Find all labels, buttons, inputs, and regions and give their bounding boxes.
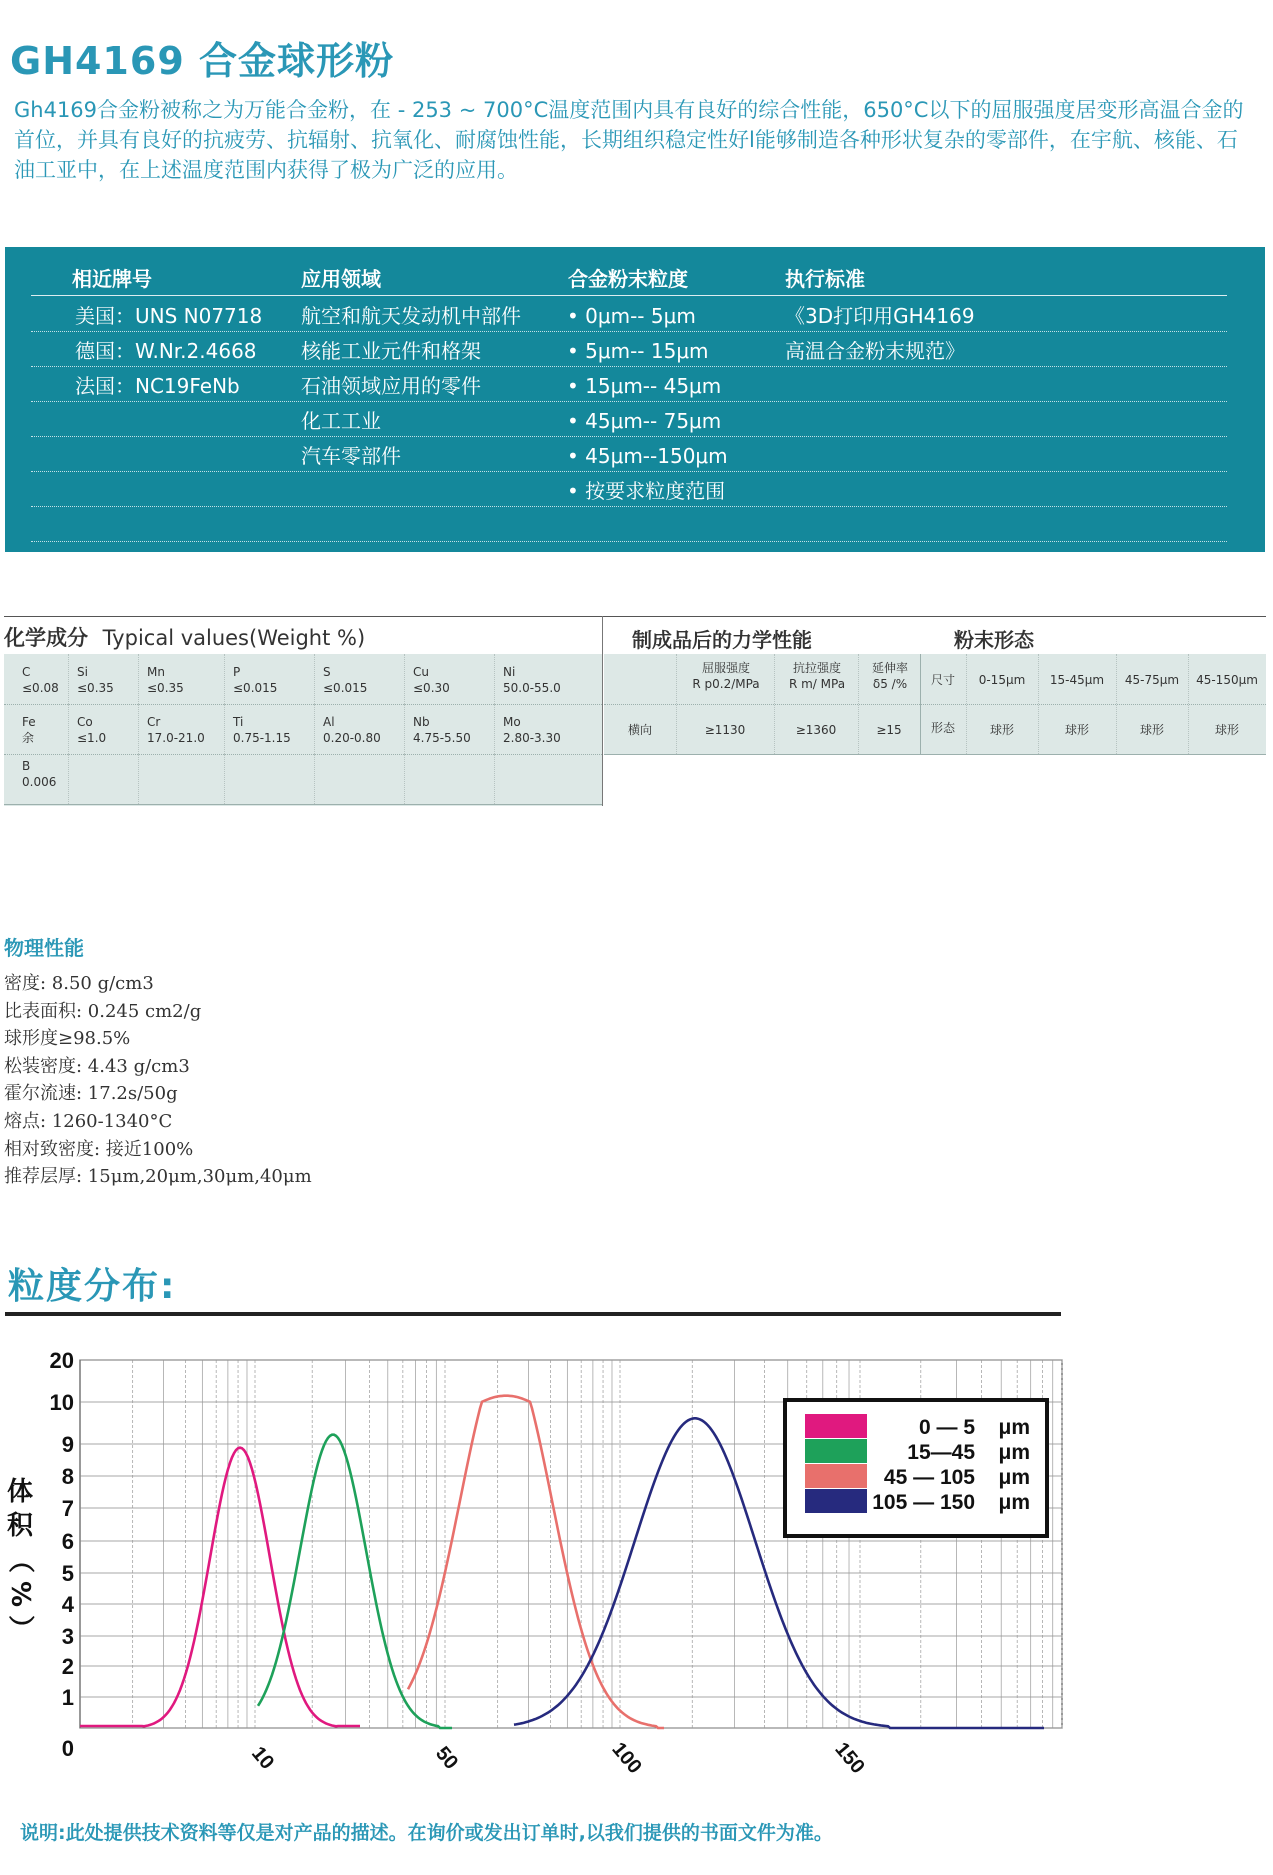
- header-grade: 相近牌号: [72, 267, 152, 291]
- size-item: • 45μm-- 75μm: [567, 409, 722, 433]
- application-list: [301, 299, 521, 474]
- legend-label: 0 — 5: [918, 1416, 975, 1439]
- element-value: ≤0.08: [22, 681, 59, 695]
- composition-cell: [314, 704, 404, 754]
- application-item: 石油领域应用的零件: [301, 374, 481, 398]
- composition-heading-cn: 化学成分: [4, 626, 88, 650]
- composition-cell: [404, 654, 494, 704]
- element-symbol: Co: [77, 715, 93, 729]
- tensile-header-unit: R m/ MPa: [788, 677, 846, 691]
- cell-divider: [1188, 654, 1189, 754]
- cell-divider: [774, 654, 775, 754]
- size-item: • 按要求粒度范围: [567, 479, 726, 503]
- composition-cell: [224, 654, 314, 704]
- y-tick-label: 4: [61, 1592, 74, 1617]
- y-tick-label: 6: [61, 1529, 74, 1554]
- grade-list: [75, 299, 262, 404]
- grade-item: 法国：NC19FeNb: [75, 374, 240, 398]
- element-symbol: Ni: [503, 665, 516, 679]
- x-tick-label: 10: [247, 1742, 279, 1774]
- y-tick-label: 2: [61, 1654, 74, 1679]
- legend-unit: μm: [998, 1491, 1030, 1514]
- standard-line: 《3D打印用GH4169: [785, 304, 975, 328]
- legend-swatch: [805, 1439, 867, 1463]
- elong-value: ≥15: [876, 723, 902, 737]
- row-divider: [31, 366, 1227, 367]
- particle-size-chart: [0, 1330, 1273, 1790]
- morph-size: 45-75μm: [1124, 673, 1180, 687]
- physical-item: 霍尔流速: 17.2s/50g: [4, 1083, 178, 1105]
- x-tick-label: 150: [830, 1738, 869, 1778]
- y-tick-label: 3: [61, 1624, 74, 1649]
- element-symbol: Cr: [147, 715, 161, 729]
- intro-paragraph: Gh4169合金粉被称之为万能合金粉，在 - 253 ~ 700°C温度范围内具有良好的综合性能，650°C以下的屈服强度居变形高温合金的首位，并具有良好的抗疲劳、抗辐射、抗氧化、耐腐蚀性能，长期组织稳定性好l能够制造各种形状复杂的零部件，在宇航、核能、石油工亚中，在上述温度范围内获得了极为广泛的应用。: [14, 98, 1244, 182]
- tensile-value: ≥1360: [795, 723, 837, 737]
- composition-cell: [494, 704, 602, 754]
- header-standard: 执行标准: [785, 267, 865, 291]
- composition-cell: [138, 704, 224, 754]
- header-application: 应用领域: [301, 267, 381, 291]
- yield-header-label: 屈服强度: [701, 661, 750, 675]
- application-item: 航空和航天发动机中部件: [301, 304, 521, 328]
- element-symbol: Mo: [503, 715, 521, 729]
- element-symbol: Si: [77, 665, 88, 679]
- element-value: ≤0.35: [77, 681, 114, 695]
- tensile-header-label: 抗拉强度: [792, 661, 841, 675]
- cell-divider: [676, 654, 677, 754]
- row-divider: [31, 331, 1227, 332]
- row-divider: [31, 506, 1227, 507]
- y-axis-label-char: ）: [5, 1614, 35, 1642]
- element-symbol: Ti: [233, 715, 244, 729]
- footnote: 说明:此处提供技术资料等仅是对产品的描述。在询价或发出订单时,以我们提供的书面文件为准。: [20, 1822, 833, 1844]
- element-value: 17.0-21.0: [147, 731, 205, 745]
- legend-unit: μm: [998, 1416, 1030, 1439]
- composition-row-divider: [4, 804, 602, 805]
- page-title: GH4169 合金球形粉: [10, 39, 394, 83]
- info-table: [5, 247, 1265, 552]
- composition-cell: [224, 754, 314, 804]
- element-value: 0.75-1.15: [233, 731, 291, 745]
- composition-cell: [314, 654, 404, 704]
- elong-header-label: 延伸率: [871, 661, 908, 675]
- composition-cell: [494, 754, 602, 804]
- y-tick-label: 10: [49, 1390, 74, 1415]
- x-tick-label: 100: [607, 1738, 646, 1778]
- top-rule: [4, 616, 1266, 617]
- application-item: 汽车零部件: [301, 444, 401, 468]
- element-value: 4.75-5.50: [413, 731, 471, 745]
- grade-item: 美国：UNS N07718: [75, 304, 263, 328]
- physical-item: 球形度≥98.5%: [4, 1028, 131, 1050]
- y-tick-label: 9: [61, 1432, 74, 1457]
- physical-item: 密度: 8.50 g/cm3: [4, 973, 154, 994]
- element-symbol: Cu: [413, 665, 429, 679]
- y-tick-label: 1: [61, 1685, 74, 1710]
- yield-header-unit: R p0.2/MPa: [692, 677, 760, 691]
- element-value: 余: [22, 731, 35, 745]
- size-item: • 45μm--150μm: [567, 444, 728, 468]
- composition-cell: [404, 704, 494, 754]
- element-value: 50.0-55.0: [503, 681, 561, 695]
- physical-item: 熔点: 1260-1340°C: [4, 1110, 173, 1132]
- element-value: 2.80-3.30: [503, 731, 561, 745]
- x-tick-label: 50: [431, 1742, 463, 1774]
- cell-divider: [920, 654, 921, 754]
- cell-divider: [1038, 654, 1039, 754]
- legend-label: 45 — 105: [883, 1466, 975, 1489]
- legend-unit: μm: [998, 1466, 1030, 1489]
- y-tick-label: 7: [61, 1496, 74, 1521]
- application-item: 核能工业元件和格架: [301, 339, 481, 363]
- y-tick-label: 0: [61, 1736, 74, 1761]
- composition-cell: [494, 654, 602, 704]
- element-symbol: Nb: [413, 715, 430, 729]
- y-axis-label-char: %: [5, 1580, 35, 1608]
- morph-shape: 球形: [1064, 723, 1089, 737]
- element-symbol: Mn: [147, 665, 165, 679]
- y-axis-label-char: （: [5, 1546, 35, 1574]
- standard-list: [785, 299, 975, 369]
- shape-label: 形态: [930, 721, 955, 735]
- cell-divider: [858, 654, 859, 754]
- y-tick-label: 5: [61, 1561, 74, 1586]
- composition-cell: [138, 754, 224, 804]
- header-rule: [31, 295, 1227, 296]
- element-value: ≤0.015: [323, 681, 368, 695]
- composition-heading-en: Typical values(Weight %): [102, 626, 366, 650]
- application-item: 化工工业: [301, 409, 381, 433]
- distribution-heading: 粒度分布:: [8, 1266, 177, 1307]
- element-symbol: Fe: [22, 715, 36, 729]
- morphology-heading: 粉末形态: [954, 628, 1034, 652]
- composition-cell: [4, 754, 68, 804]
- element-symbol: C: [22, 665, 31, 679]
- yield-header: [680, 660, 772, 692]
- morph-size: 0-15μm: [978, 673, 1026, 687]
- composition-cell: [138, 654, 224, 704]
- legend-label: 15—45: [907, 1441, 975, 1464]
- row-divider: [31, 436, 1227, 437]
- distribution-rule: [5, 1312, 1061, 1316]
- physical-item: 推荐层厚: 15μm,20μm,30μm,40μm: [4, 1166, 312, 1188]
- cell-divider: [1116, 654, 1117, 754]
- element-symbol: P: [233, 665, 241, 679]
- physical-item: 松装密度: 4.43 g/cm3: [4, 1055, 190, 1077]
- composition-cell: [224, 704, 314, 754]
- y-axis-label-char: 体: [6, 1477, 34, 1507]
- legend-swatch: [805, 1489, 867, 1513]
- size-label: 尺寸: [930, 673, 955, 687]
- tensile-header: [776, 660, 858, 692]
- y-axis-label-char: 积: [6, 1511, 34, 1541]
- morph-shape: 球形: [989, 723, 1014, 737]
- legend-unit: μm: [998, 1441, 1030, 1464]
- grade-item: 德国：W.Nr.2.4668: [75, 339, 257, 363]
- physical-heading: 物理性能: [4, 936, 84, 960]
- elong-header: [860, 660, 920, 692]
- cell-divider: [966, 654, 967, 754]
- element-symbol: B: [22, 759, 31, 773]
- composition-cell: [68, 654, 138, 704]
- yield-value: ≥1130: [704, 723, 746, 737]
- element-value: ≤0.30: [413, 681, 450, 695]
- row-divider: [31, 541, 1227, 542]
- element-value: 0.006: [22, 775, 57, 789]
- element-value: ≤0.015: [233, 681, 278, 695]
- physical-item: 比表面积: 0.245 cm2/g: [4, 1000, 202, 1022]
- section-divider: [602, 616, 603, 806]
- size-item: • 5μm-- 15μm: [567, 339, 709, 363]
- header-size: 合金粉末粒度: [568, 267, 688, 291]
- y-tick-label: 8: [61, 1464, 74, 1489]
- legend-label: 105 — 150: [872, 1491, 975, 1514]
- size-item: • 0μm-- 5μm: [567, 304, 696, 328]
- composition-cell: [4, 704, 68, 754]
- mechanical-heading: 制成品后的力学性能: [632, 628, 812, 652]
- size-item: • 15μm-- 45μm: [567, 374, 722, 398]
- direction-cell: 横向: [627, 723, 652, 737]
- properties-tables: [4, 616, 1266, 806]
- composition-cell: [4, 654, 68, 704]
- morph-size: 15-45μm: [1049, 673, 1105, 687]
- morph-shape: 球形: [1214, 723, 1239, 737]
- elong-header-unit: δ5 /%: [872, 677, 908, 691]
- physical-list: [4, 970, 312, 1191]
- standard-line: 高温合金粉末规范》: [785, 339, 965, 363]
- physical-item: 相对致密度: 接近100%: [4, 1138, 194, 1160]
- composition-heading: [4, 622, 365, 652]
- morph-size: 45-150μm: [1196, 673, 1258, 687]
- row-divider: [31, 401, 1227, 402]
- element-value: ≤0.35: [147, 681, 184, 695]
- composition-cell: [314, 754, 404, 804]
- element-value: 0.20-0.80: [323, 731, 381, 745]
- legend-swatch: [805, 1414, 867, 1438]
- y-tick-label: 20: [49, 1348, 74, 1373]
- mech-row-divider: [604, 704, 1266, 705]
- composition-cell: [68, 704, 138, 754]
- row-divider: [31, 471, 1227, 472]
- morph-shape: 球形: [1139, 723, 1164, 737]
- element-value: ≤1.0: [77, 731, 107, 745]
- element-symbol: Al: [323, 715, 335, 729]
- composition-cell: [68, 754, 138, 804]
- composition-cell: [404, 754, 494, 804]
- mech-bottom-rule: [604, 754, 1266, 755]
- element-symbol: S: [323, 665, 331, 679]
- legend-swatch: [805, 1464, 867, 1488]
